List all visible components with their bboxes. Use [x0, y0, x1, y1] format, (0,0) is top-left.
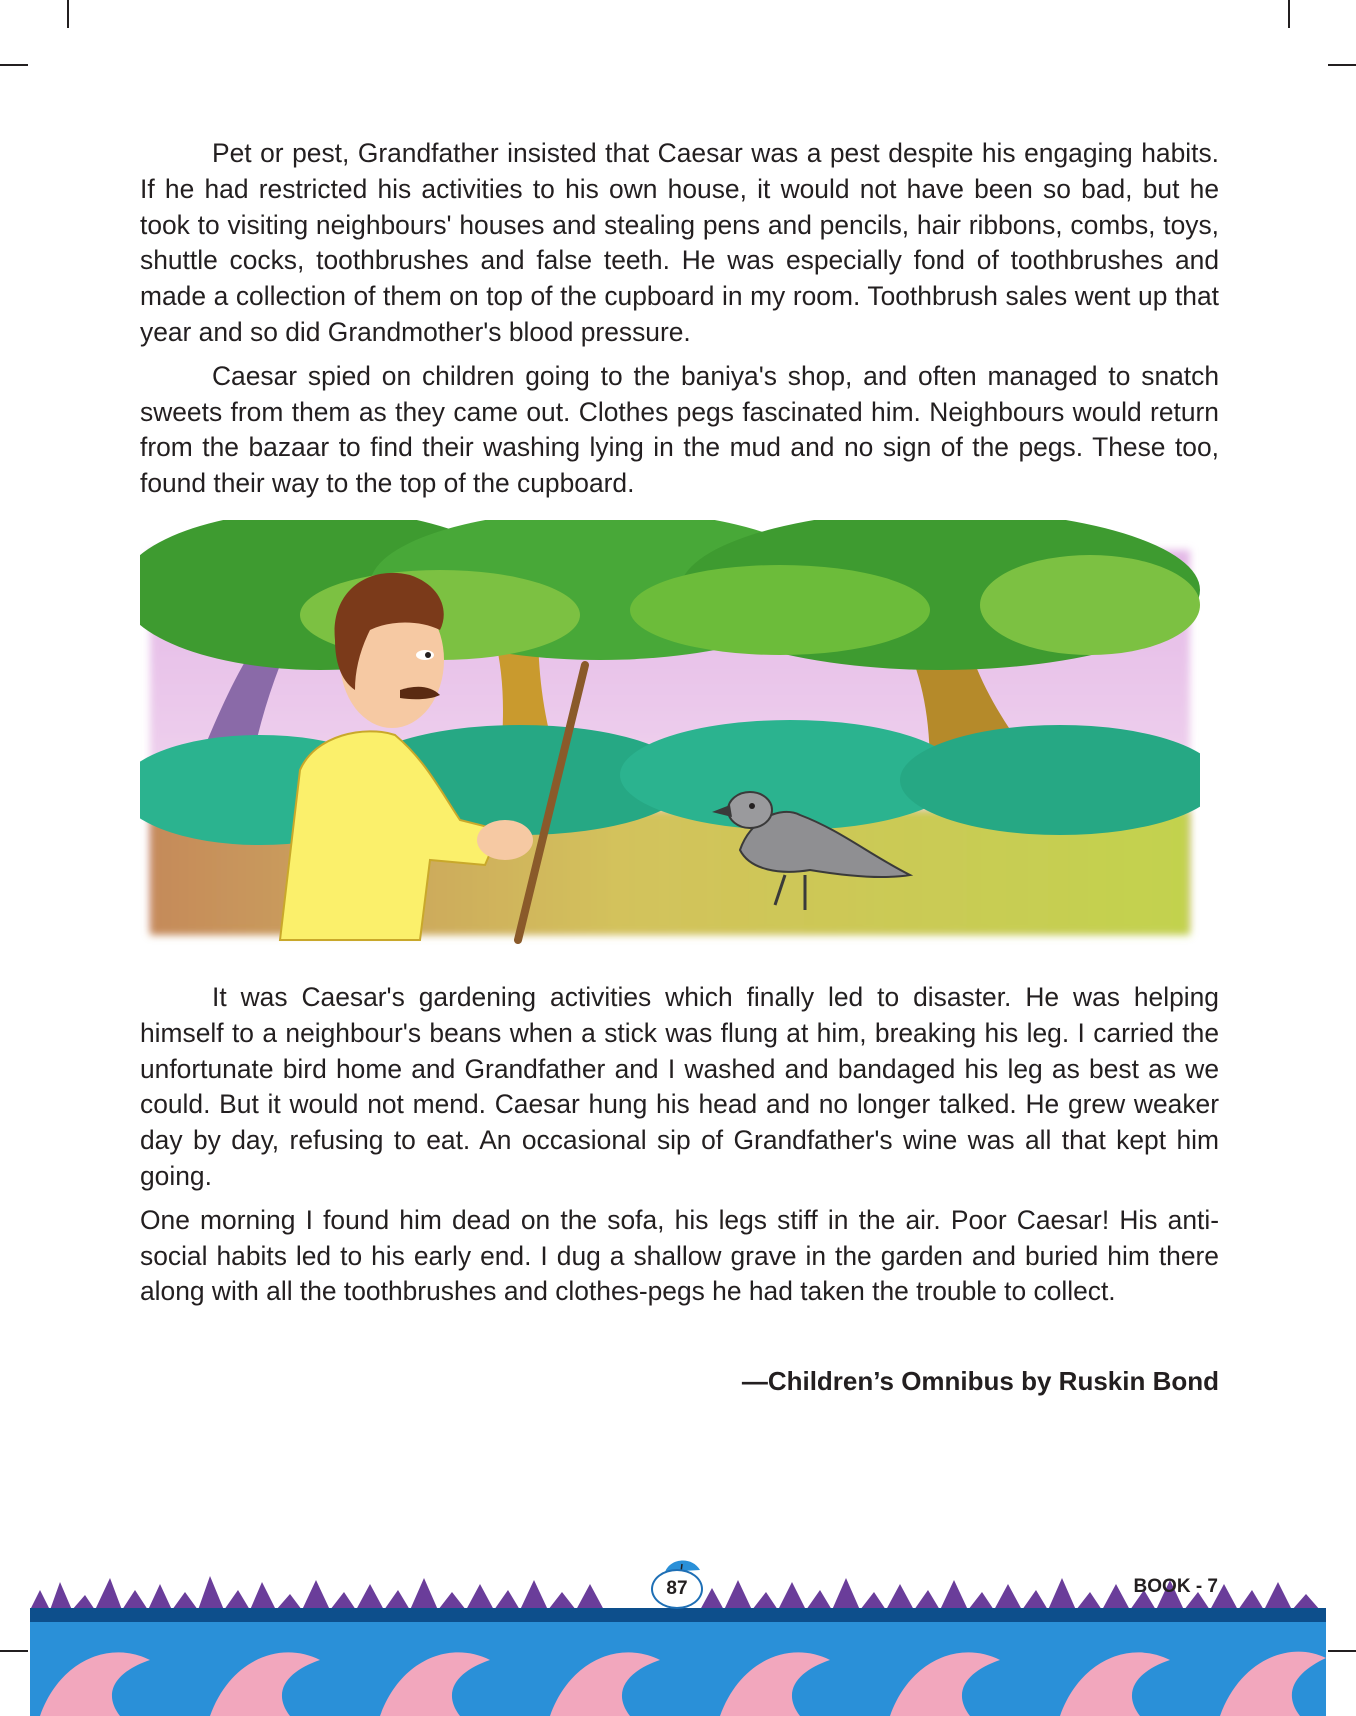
man-with-stick-and-crow-illustration: [140, 520, 1200, 950]
footer-decoration: [0, 1540, 1356, 1716]
book-label: BOOK - 7: [1133, 1576, 1218, 1597]
lower-text-block: [140, 980, 1219, 1318]
crop-mark-top-right-v: [1288, 0, 1290, 28]
crop-mark-top-left-v: [67, 0, 69, 28]
page-number: 87: [651, 1569, 703, 1609]
paragraph-1: Pet or pest, Grandfather insisted that Caesar was a pest despite his engaging habits. If he had restricted his activities to his own house, it would not have been so bad, but he took to visiting neighbours' houses and stealing pens and pencils, hair ribbons, combs, toys, shuttle cocks, toothbrushes and false teeth. He was especially fond of toothbrushes and made a collection of them on top of the cupboard in my room. Toothbrush sales went up that year and so did Grandmother's blood pressure.: [140, 138, 1219, 347]
source-citation: —Children’s Omnibus by Ruskin Bond: [741, 1366, 1219, 1396]
upper-text-block: [140, 136, 1219, 510]
crop-mark-top-left-h: [0, 64, 28, 66]
paragraph-3: It was Caesar's gardening activities which finally led to disaster. He was helping himself to a neighbour's beans when a stick was flung at him, breaking his leg. I carried the unfortunate bird home and Grandfather and I washed and bandaged his leg as best as we could. But it would not mend. Caesar hung his head and no longer talked. He grew weaker day by day, refusing to eat. An occasional sip of Grandfather's wine was all that kept him going.: [140, 982, 1219, 1191]
paragraph-4: One morning I found him dead on the sofa, his legs stiff in the air. Poor Caesar! His anti-social habits led to his early end. I dug a shallow grave in the garden and buried him there along with all the toothbrushes and clothes-pegs he had taken the trouble to collect.: [140, 1204, 1219, 1307]
paragraph-2: Caesar spied on children going to the baniya's shop, and often managed to snatch sweets from them as they came out. Clothes pegs fascinated him. Neighbours would return from the bazaar to find their washing lying in the mud and no sign of the pegs. These too, found their way to the top of the cupboard.: [140, 360, 1219, 499]
crop-mark-top-right-h: [1328, 64, 1356, 66]
tree-canopy: [140, 520, 1200, 670]
